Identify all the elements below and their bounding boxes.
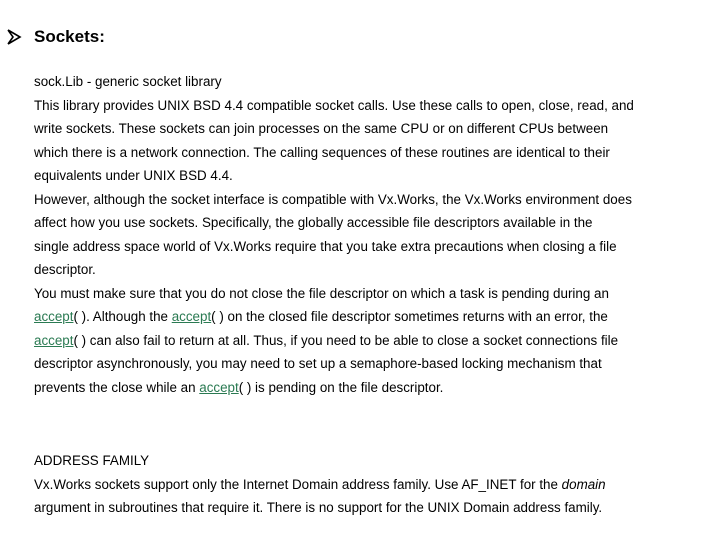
para3-line: [34, 329, 714, 353]
section-gap: [34, 399, 714, 449]
para3-line: [34, 376, 714, 400]
para3-line: descriptor asynchronously, you may need to set up a semaphore-based locking mechanism that: [34, 356, 602, 371]
para3-line: [34, 305, 714, 329]
para1-line: equivalents under UNIX BSD 4.4.: [34, 168, 233, 183]
para2-line: However, although the socket interface is compatible with Vx.Works, the Vx.Works environment does: [34, 191, 632, 207]
heading: [6, 27, 105, 47]
arrow-bullet-icon: [6, 29, 22, 45]
para1-line: which there is a network connection. The calling sequences of these routines are identical to their: [34, 144, 610, 160]
para4-line: argument in subroutines that require it. There is no support for the UNIX Domain address family.: [34, 500, 603, 515]
accept-link[interactable]: accept: [171, 309, 212, 324]
domain-term: domain: [561, 476, 606, 492]
document-body: [34, 70, 714, 520]
para3-text: ( ) on the closed file descriptor sometimes returns with an error, the: [211, 309, 608, 324]
para3-line: You must make sure that you do not close the file descriptor on which a task is pending during an: [34, 285, 609, 301]
heading-title: Sockets:: [34, 27, 105, 46]
para2-line: affect how you use sockets. Specifically, the globally accessible file descriptors available in the: [34, 215, 593, 230]
para3-text: ( ) is pending on the file descriptor.: [238, 379, 444, 395]
accept-link[interactable]: accept: [199, 379, 239, 395]
para4-text: Vx.Works sockets support only the Internet Domain address family. Use AF_INET for the: [34, 476, 562, 492]
accept-link[interactable]: accept: [34, 332, 74, 348]
accept-link[interactable]: accept: [34, 309, 74, 324]
para1-line: write sockets. These sockets can join processes on the same CPU or on different CPUs between: [34, 121, 609, 136]
section-title: ADDRESS FAMILY: [34, 453, 150, 468]
para3-text: prevents the close while an: [34, 379, 200, 395]
para2-line: descriptor.: [34, 262, 96, 277]
para4-line: [34, 473, 714, 497]
subtitle: sock.Lib - generic socket library: [34, 74, 222, 89]
para3-text: ( ). Although the: [73, 309, 172, 324]
para3-text: ( ) can also fail to return at all. Thus, if you need to be able to close a socket connections file: [73, 332, 619, 348]
para2-line: single address space world of Vx.Works require that you take extra precautions when closing a file: [34, 238, 617, 254]
para1-line: This library provides UNIX BSD 4.4 compatible socket calls. Use these calls to open, close, read, and: [34, 97, 634, 113]
